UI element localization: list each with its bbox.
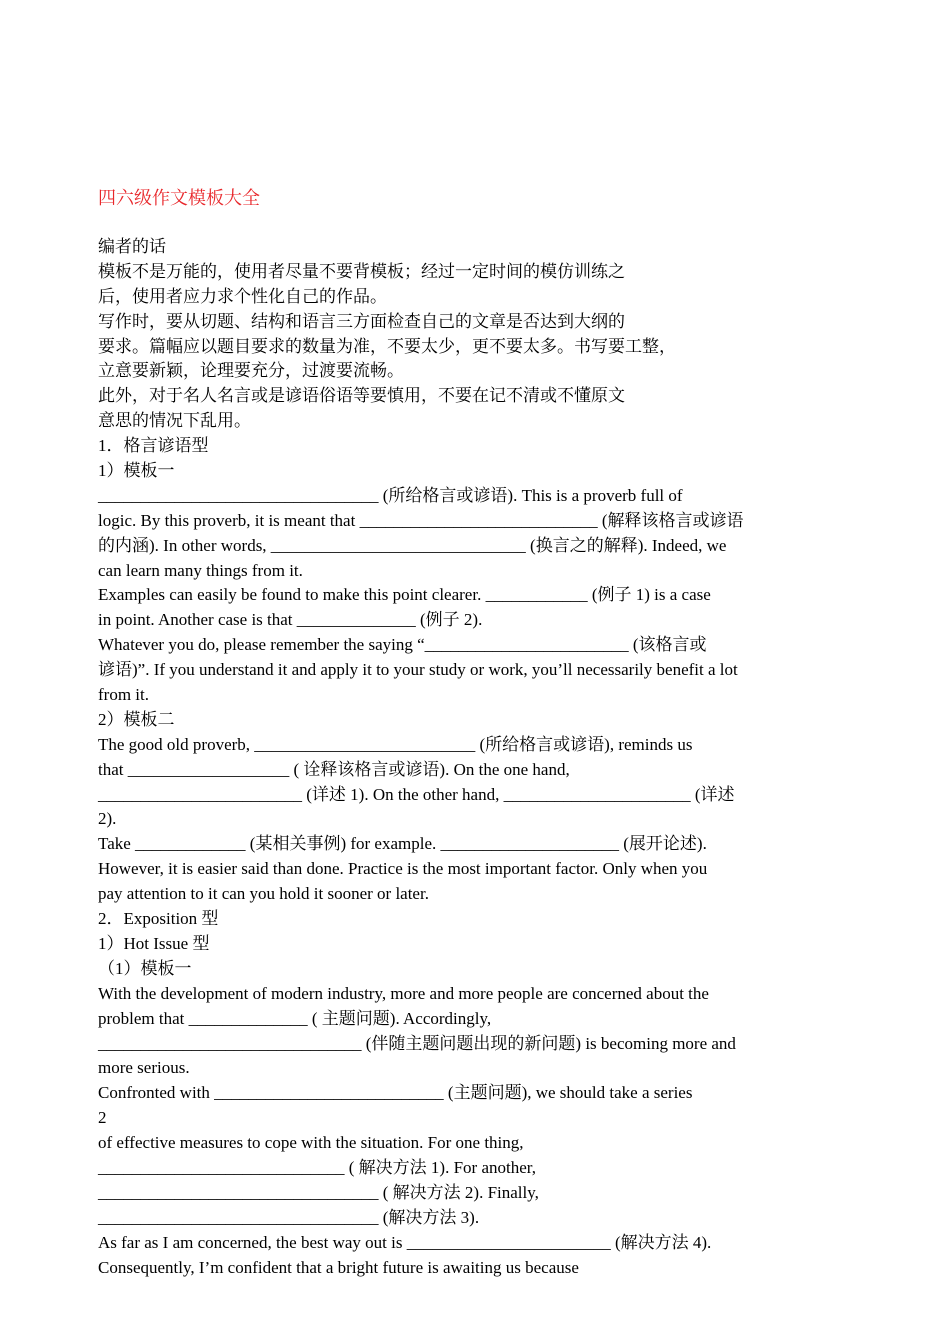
text-line: （1）模板一 [98, 958, 192, 978]
text-line: Examples can easily be found to make this point clearer. ____________ (例子 1) is a case [98, 585, 711, 605]
text-line: can learn many things from it. [98, 560, 303, 580]
document-title: 四六级作文模板大全 [98, 188, 260, 208]
text-line: more serious. [98, 1058, 190, 1078]
text-line: _________________________________ (解决方法 3). [98, 1207, 480, 1227]
text-line: 意思的情况下乱用。 [98, 411, 251, 431]
text-line: 谚语)”. If you understand it and apply it to your study or work, you’ll necessarily benefit a lot [98, 660, 738, 680]
text-line: 模板不是万能的，使用者尽量不要背模板；经过一定时间的模仿训练之 [98, 261, 625, 281]
text-line: 此外，对于名人名言或是谚语俗语等要慎用，不要在记不清或不懂原文 [98, 386, 625, 406]
text-line: from it. [98, 685, 149, 705]
text-line: _____________________________ ( 解决方法 1). For another, [98, 1157, 536, 1177]
text-line: ________________________ (详述 1). On the other hand, ______________________ (详述 [98, 784, 735, 804]
text-line: 要求。篇幅应以题目要求的数量为准，不要太少，更不要太多。书写要工整， [98, 336, 676, 356]
text-line: problem that ______________ ( 主题问题). Accordingly, [98, 1008, 492, 1028]
text-line: As far as I am concerned, the best way out is ________________________ (解决方法 4). [98, 1232, 712, 1252]
text-line: that ___________________ ( 诠释该格言或谚语). On the one hand, [98, 759, 570, 779]
document-body [98, 235, 838, 1280]
text-line: of effective measures to cope with the situation. For one thing, [98, 1133, 524, 1153]
text-line: pay attention to it can you hold it sooner or later. [98, 884, 429, 904]
text-line: Whatever you do, please remember the saying “________________________ (该格言或 [98, 635, 707, 655]
text-line: Take _____________ (某相关事例) for example. _____________________ (展开论述). [98, 834, 707, 854]
text-line: 2). [98, 809, 117, 829]
text-line: 的内涵). In other words, ______________________________ (换言之的解释). Indeed, we [98, 535, 727, 555]
text-line: 后，使用者应力求个性化自己的作品。 [98, 286, 387, 306]
text-line: in point. Another case is that ______________ (例子 2). [98, 610, 483, 630]
text-line: Confronted with ___________________________ (主题问题), we should take a series [98, 1083, 693, 1103]
text-line: 编者的话 [98, 237, 166, 256]
text-line: 写作时，要从切题、结构和语言三方面检查自己的文章是否达到大纲的 [98, 311, 625, 331]
text-line: 2．Exposition 型 [98, 909, 219, 929]
text-line: _______________________________ (伴随主题问题出现的新问题) is becoming more and [98, 1033, 736, 1053]
text-line: With the development of modern industry, more and more people are concerned about the [98, 983, 709, 1003]
text-line: However, it is easier said than done. Practice is the most important factor. Only when you [98, 859, 708, 879]
text-line: _________________________________ ( 解决方法 2). Finally, [98, 1182, 539, 1202]
text-line: 2 [98, 1108, 107, 1128]
text-line: 1）Hot Issue 型 [98, 933, 210, 953]
text-line: Consequently, I’m confident that a bright future is awaiting us because [98, 1257, 579, 1277]
text-line: 2）模板二 [98, 709, 175, 729]
text-line: 1）模板一 [98, 461, 175, 481]
text-line: logic. By this proverb, it is meant that ____________________________ (解释该格言或谚语 [98, 510, 744, 530]
text-line: 1．格言谚语型 [98, 436, 209, 456]
document-page [98, 186, 838, 1280]
text-line: _________________________________ (所给格言或谚语). This is a proverb full of [98, 485, 683, 505]
text-line: 立意要新颖，论理要充分，过渡要流畅。 [98, 361, 404, 381]
text-line: The good old proverb, __________________________ (所给格言或谚语), reminds us [98, 734, 693, 754]
